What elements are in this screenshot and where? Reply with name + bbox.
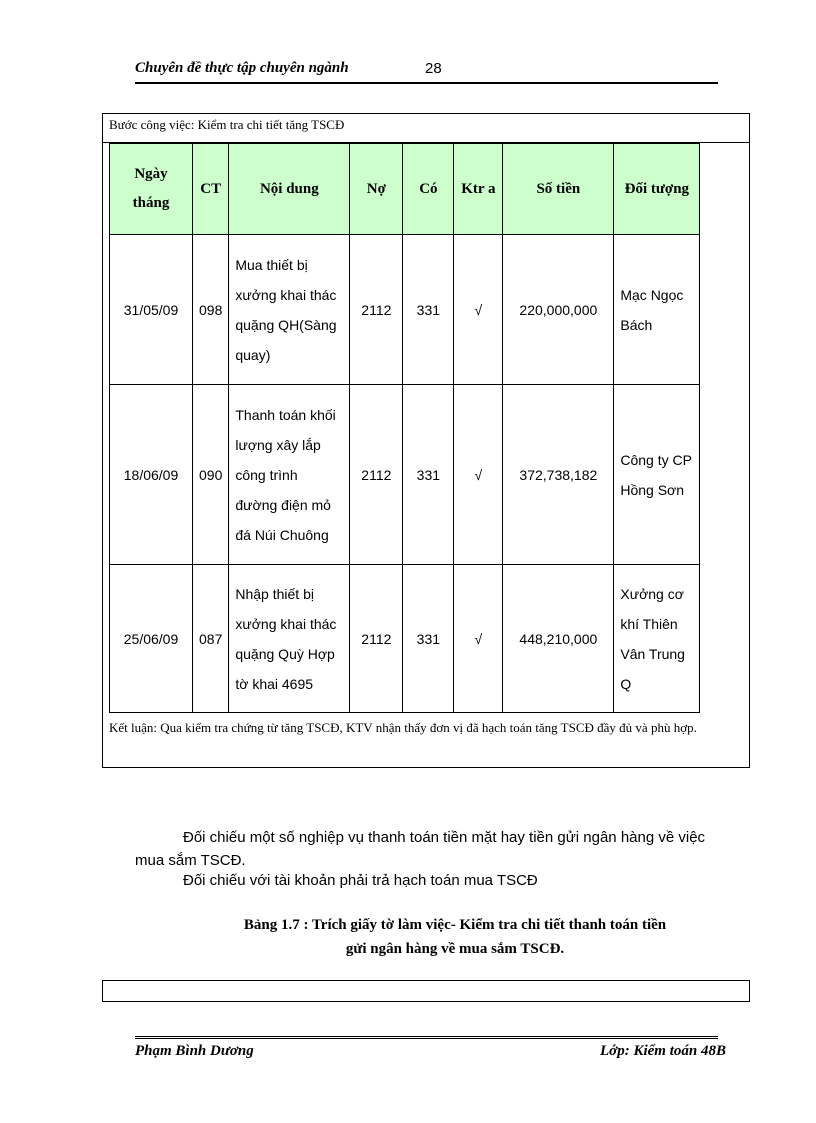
col-desc: Nội dung	[229, 144, 350, 235]
col-object: Đối tượng	[614, 144, 700, 235]
cell-debit: 2112	[350, 565, 403, 713]
working-paper-box	[102, 113, 750, 768]
table-header-row	[110, 144, 700, 235]
cell-object: Công ty CP Hồng Sơn	[614, 385, 700, 565]
check-mark: √	[454, 385, 503, 565]
cell-date: 18/06/09	[110, 385, 193, 565]
cell-desc: Thanh toán khối lượng xây lắp công trình đường điện mỏ đá Núi Chuông	[229, 385, 350, 565]
cell-credit: 331	[403, 385, 454, 565]
cell-object: Xưởng cơ khí Thiên Vân Trung Q	[614, 565, 700, 713]
footer-divider	[135, 1036, 718, 1039]
table-row	[110, 565, 700, 713]
cell-debit: 2112	[350, 235, 403, 385]
paragraph-1: Đối chiếu một số nghiệp vụ thanh toán tiền mặt hay tiền gửi ngân hàng về việc mua sắm TSCĐ.	[135, 829, 706, 869]
cell-ct: 087	[193, 565, 229, 713]
cell-amount: 220,000,000	[503, 235, 614, 385]
col-credit: Có	[403, 144, 454, 235]
cell-desc: Mua thiết bị xưởng khai thác quặng QH(Sàng quay)	[229, 235, 350, 385]
cell-date: 31/05/09	[110, 235, 193, 385]
footer-author: Phạm Bình Dương	[135, 1043, 254, 1059]
conclusion-text: Kết luận: Qua kiểm tra chứng từ tăng TSCĐ, KTV nhận thấy đơn vị đã hạch toán tăng TSCĐ đầy đủ và phù hợp.	[109, 720, 697, 735]
col-date: Ngày tháng	[110, 144, 193, 235]
cell-date: 25/06/09	[110, 565, 193, 713]
col-amount: Số tiền	[503, 144, 614, 235]
col-debit: Nợ	[350, 144, 403, 235]
work-step: Bước công việc: Kiểm tra chi tiết tăng TSCĐ	[109, 117, 345, 132]
detail-table	[109, 143, 700, 713]
cell-credit: 331	[403, 235, 454, 385]
table-caption-line-1: Bảng 1.7 : Trích giấy tờ làm việc- Kiểm tra chi tiết thanh toán tiền	[243, 917, 667, 933]
table-row	[110, 235, 700, 385]
check-mark: √	[454, 235, 503, 385]
cell-amount: 372,738,182	[503, 385, 614, 565]
table-caption-line-2: gửi ngân hàng về mua sắm TSCĐ.	[345, 941, 565, 957]
cell-amount: 448,210,000	[503, 565, 614, 713]
paragraph-2: Đối chiếu với tài khoản phải trả hạch toán mua TSCĐ	[183, 872, 538, 889]
page-number: 28	[425, 60, 442, 77]
col-ct: CT	[193, 144, 229, 235]
cell-desc: Nhập thiết bị xưởng khai thác quặng Quỳ Hợp tờ khai 4695	[229, 565, 350, 713]
cell-credit: 331	[403, 565, 454, 713]
cell-object: Mạc Ngọc Bách	[614, 235, 700, 385]
cell-ct: 090	[193, 385, 229, 565]
cell-debit: 2112	[350, 385, 403, 565]
header-title: Chuyên đề thực tập chuyên ngành	[135, 60, 349, 76]
footer-class: Lớp: Kiểm toán 48B	[600, 1043, 726, 1059]
page-header	[135, 58, 718, 84]
table-row	[110, 385, 700, 565]
empty-table-box	[102, 980, 750, 1002]
col-check: Ktr a	[454, 144, 503, 235]
check-mark: √	[454, 565, 503, 713]
cell-ct: 098	[193, 235, 229, 385]
